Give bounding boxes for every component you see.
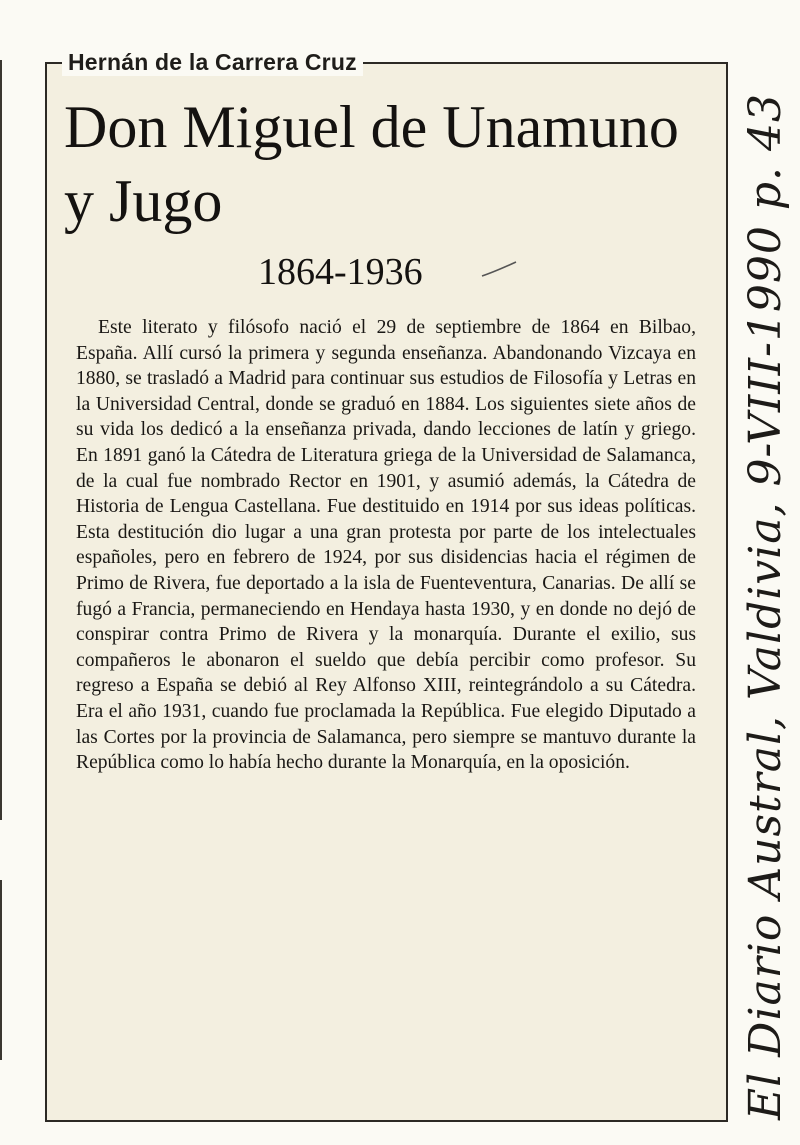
scan-edge — [0, 880, 8, 1060]
pencil-check-mark — [480, 258, 520, 282]
article-byline: Hernán de la Carrera Cruz — [62, 49, 363, 76]
article-years: 1864-1936 — [258, 251, 423, 293]
scan-edge — [0, 60, 8, 820]
article-title: Don Miguel de Unamuno y Jugo — [64, 94, 679, 234]
article-body: Este literato y filósofo nació el 29 de septiembre de 1864 en Bilbao, España. Allí cursó la primera y segunda enseñanza. Abandonando Vizcaya en 1880, se trasladó a Madrid para continuar sus estudios de Filosofía y Letras en la Universidad Central, donde se graduó en 1884. Los siguientes siete años de su vida los dedicó a la enseñanza privada, dando lecciones de latín y griego. En 1891 ganó la Cátedra de Literatura griega de la Universidad de Salamanca, de la cual fue nombrado Rector en 1901, y asumió además, la Cátedra de Historia de Lengua Castellana. Fue destituido en 1914 por sus ideas políticas. Esta destitución dio lugar a una gran protesta por parte de los intelectuales españoles, pero en febrero de 1924, por sus disidencias hacia el régimen de Primo de Rivera, fue deportado a la isla de Fuenteventura, Canarias. De allí se fugó a Francia, permaneciendo en Hendaya hasta 1930, y en donde no dejó de conspirar contra Primo de Rivera y la monarquía. Durante el exilio, sus compañeros le abonaron el sueldo que debía percibir como profesor. Su regreso a España se debió al Rey Alfonso XIII, reintegrándolo a su Cátedra. Era el año 1931, cuando fue proclamada la República. Fue elegido Diputado a las Cortes por la provincia de Salamanca, pero siempre se mantuvo durante la República como lo había hecho durante la Monarquía, en la oposición. — [76, 317, 696, 774]
handwritten-source-note: El Diario Austral, Valdivia, 9-VIII-1990 p. 43 — [740, 93, 791, 1120]
